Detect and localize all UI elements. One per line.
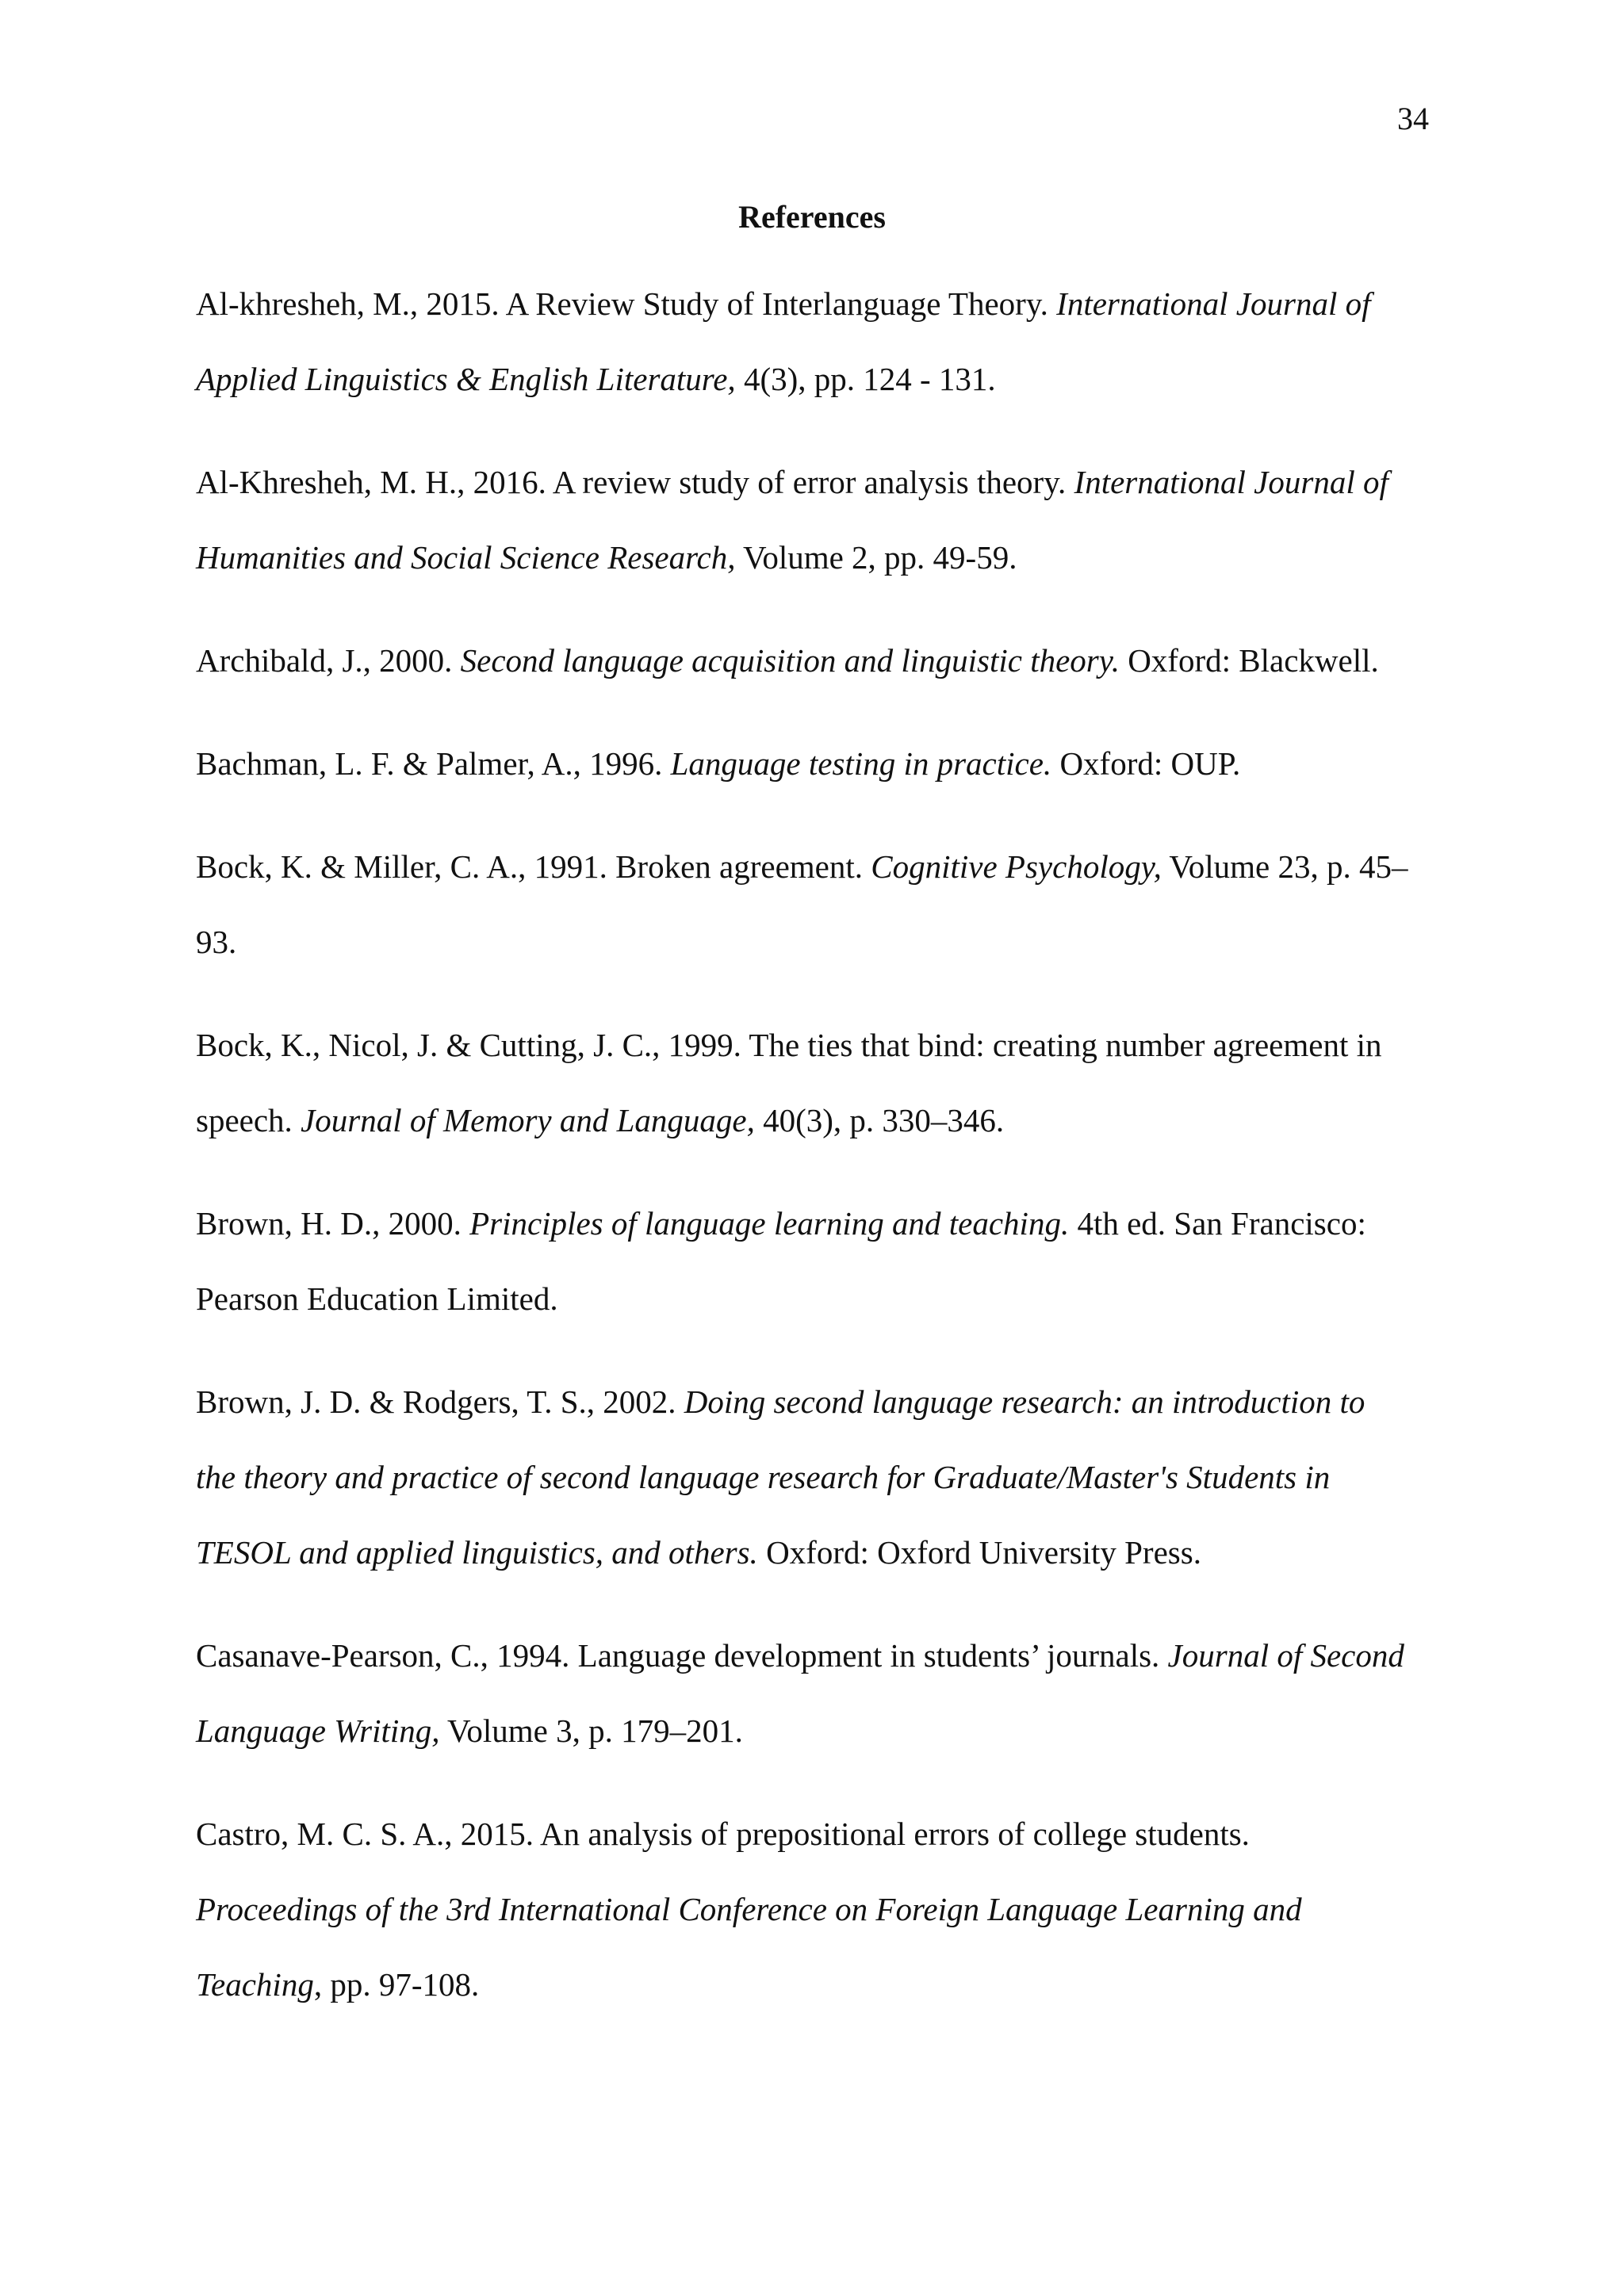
reference-title: Doing second language research: an introduction to [684, 1383, 1365, 1420]
reference-title: Language testing in practice. [670, 745, 1052, 782]
reference-text: Volume 23, p. 45– [1161, 848, 1408, 885]
reference-text: Pearson Education Limited. [196, 1280, 558, 1317]
reference-entry [196, 445, 1445, 595]
reference-entry [196, 1186, 1445, 1337]
reference-line [196, 1947, 1445, 2022]
reference-text: Oxford: OUP. [1051, 745, 1241, 782]
reference-line [196, 1515, 1445, 1590]
reference-title: Journal of Second [1167, 1637, 1404, 1674]
reference-text: Bock, K., Nicol, J. & Cutting, J. C., 1999. The ties that bind: creating number agreement in [196, 1027, 1382, 1063]
reference-entry [196, 266, 1445, 417]
reference-text: 4(3), pp. 124 - 131. [735, 361, 996, 397]
reference-text: Volume 2, pp. 49-59. [735, 539, 1017, 576]
reference-text: 4th ed. San Francisco: [1069, 1205, 1366, 1242]
reference-text: speech. [196, 1102, 301, 1138]
reference-text: Oxford: Oxford University Press. [757, 1534, 1201, 1571]
reference-title: Humanities and Social Science Research, [196, 539, 736, 576]
reference-text: Bock, K. & Miller, C. A., 1991. Broken agreement. [196, 848, 871, 885]
reference-text: Al-Khresheh, M. H., 2016. A review study of error analysis theory. [196, 464, 1074, 500]
reference-title: Proceedings of the 3rd International Conference on Foreign Language Learning and [196, 1891, 1302, 1927]
reference-text: , pp. 97-108. [313, 1966, 480, 2003]
reference-text: Oxford: Blackwell. [1119, 642, 1379, 679]
reference-text: 40(3), p. 330–346. [754, 1102, 1005, 1138]
reference-line [196, 520, 1445, 595]
reference-entry [196, 726, 1445, 802]
reference-entry [196, 623, 1445, 698]
reference-text: Brown, H. D., 2000. [196, 1205, 470, 1242]
reference-title: Language Writing, [196, 1712, 440, 1749]
reference-line [196, 726, 1445, 802]
reference-text: Brown, J. D. & Rodgers, T. S., 2002. [196, 1383, 684, 1420]
reference-entry [196, 1618, 1445, 1769]
reference-text: Volume 3, p. 179–201. [439, 1712, 743, 1749]
reference-title: Journal of Memory and Language, [301, 1102, 755, 1138]
reference-title: International Journal of [1056, 285, 1371, 322]
reference-text: 93. [196, 924, 237, 960]
page-number: 34 [1397, 101, 1429, 136]
reference-line [196, 1693, 1445, 1769]
reference-line [196, 266, 1445, 342]
reference-text: Archibald, J., 2000. [196, 642, 461, 679]
reference-title: Teaching [196, 1966, 314, 2003]
reference-text: Al-khresheh, M., 2015. A Review Study of Interlanguage Theory. [196, 285, 1057, 322]
reference-line [196, 905, 1445, 980]
reference-line [196, 1008, 1445, 1083]
reference-line [196, 1440, 1445, 1515]
reference-line [196, 445, 1445, 520]
reference-list [196, 266, 1445, 2050]
reference-entry [196, 829, 1445, 980]
reference-title: the theory and practice of second language research for Graduate/Master's Students in [196, 1459, 1331, 1495]
reference-title: Second language acquisition and linguistic theory. [460, 642, 1120, 679]
reference-line [196, 1872, 1445, 1947]
reference-text: Casanave-Pearson, C., 1994. Language development in students’ journals. [196, 1637, 1168, 1674]
reference-text: Bachman, L. F. & Palmer, A., 1996. [196, 745, 671, 782]
reference-title: TESOL and applied linguistics, and others. [196, 1534, 758, 1571]
reference-entry [196, 1008, 1445, 1158]
reference-line [196, 1618, 1445, 1693]
reference-line [196, 623, 1445, 698]
reference-line [196, 1083, 1445, 1158]
reference-line [196, 342, 1445, 417]
reference-text: Castro, M. C. S. A., 2015. An analysis of prepositional errors of college students. [196, 1816, 1250, 1852]
reference-line [196, 1261, 1445, 1337]
reference-entry [196, 1364, 1445, 1590]
reference-line [196, 829, 1445, 905]
reference-line [196, 1186, 1445, 1261]
references-heading: References [738, 199, 886, 235]
reference-line [196, 1797, 1445, 1872]
reference-title: Cognitive Psychology, [871, 848, 1162, 885]
reference-title: Principles of language learning and teaching. [469, 1205, 1070, 1242]
reference-title: Applied Linguistics & English Literature, [196, 361, 736, 397]
reference-entry [196, 1797, 1445, 2022]
reference-line [196, 1364, 1445, 1440]
reference-title: International Journal of [1074, 464, 1388, 500]
